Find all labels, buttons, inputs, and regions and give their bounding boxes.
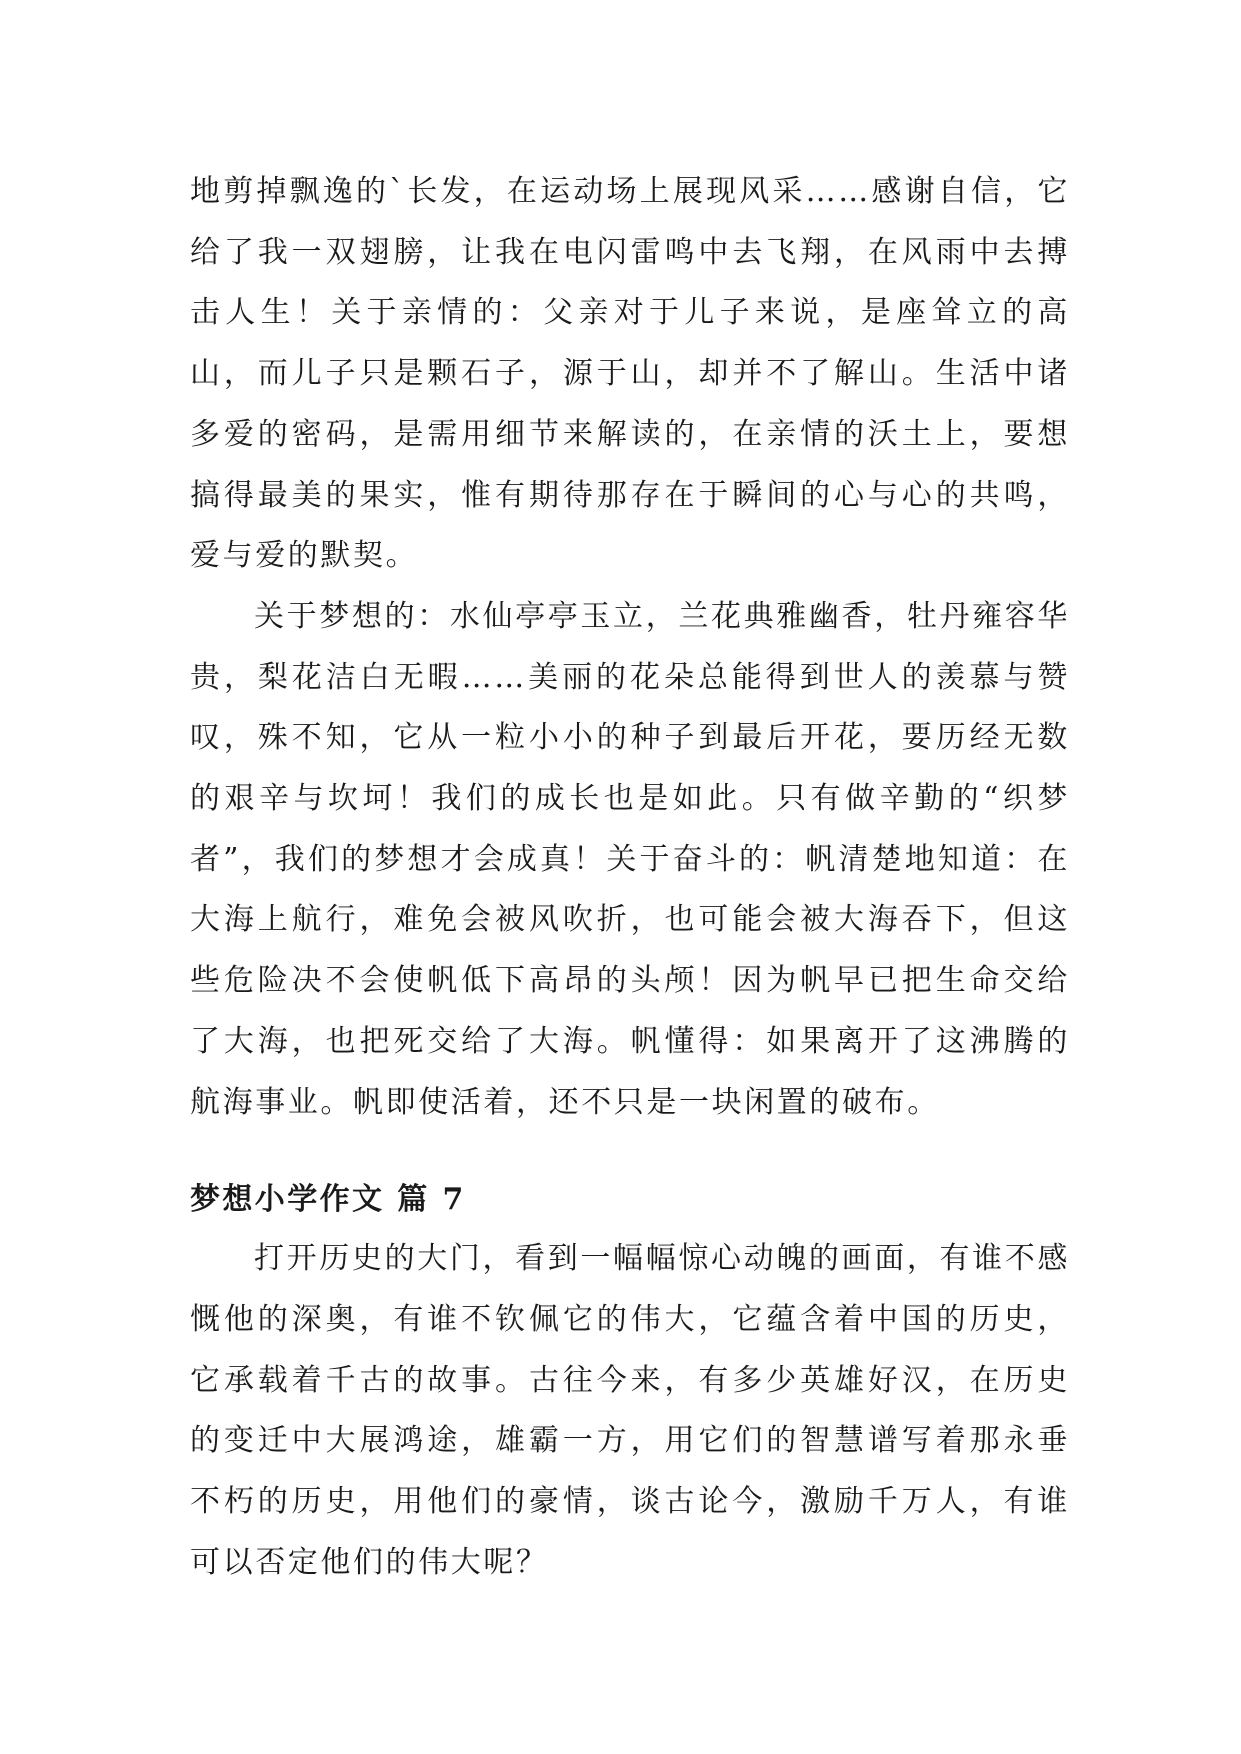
paragraph-continued: 地剪掉飘逸的`长发，在运动场上展现风采……感谢自信，它给了我一双翅膀，让我在电闪雷鸣中去飞翔，在风雨中去搏击人生！关于亲情的：父亲对于儿子来说，是座耸立的高山，而儿子只是颗石子，源于山，却并不了解山。生活中诸多爱的密码，是需用细节来解读的，在亲情的沃土上，要想搞得最美的果实，惟有期待那存在于瞬间的心与心的共鸣，爱与爱的默契。: [190, 174, 1070, 574]
paragraph-dreams: 关于梦想的：水仙亭亭玉立，兰花典雅幽香，牡丹雍容华贵，梨花洁白无暇……美丽的花朵总能得到世人的羡慕与赞叹，殊不知，它从一粒小小的种子到最后开花，要历经无数的艰辛与坎坷！我们的成长也是如此。只有做辛勤的“织梦者”，我们的梦想才会成真！关于奋斗的：帆清楚地知道：在大海上航行，难免会被风吹折，也可能会被大海吞下，但这些危险决不会使帆低下高昂的头颅！因为帆早已把生命交给了大海，也把死交给了大海。帆懂得：如果离开了这沸腾的航海事业。帆即使活着，还不只是一块闲置的破布。: [190, 598, 1070, 1120]
section-heading: 梦想小学作文 篇 7: [190, 1182, 466, 1218]
paragraph-history: 打开历史的大门，看到一幅幅惊心动魄的画面，有谁不感慨他的深奥，有谁不钦佩它的伟大，它蕴含着中国的历史，它承载着千古的故事。古往今来，有多少英雄好汉，在历史的变迁中大展鸿途，雄霸一方，用它们的智慧谱写着那永垂不朽的历史，用他们的豪情，谈古论今，激励千万人，有谁可以否定他们的伟大呢？: [190, 1241, 1070, 1580]
document-body: [190, 162, 1070, 1593]
